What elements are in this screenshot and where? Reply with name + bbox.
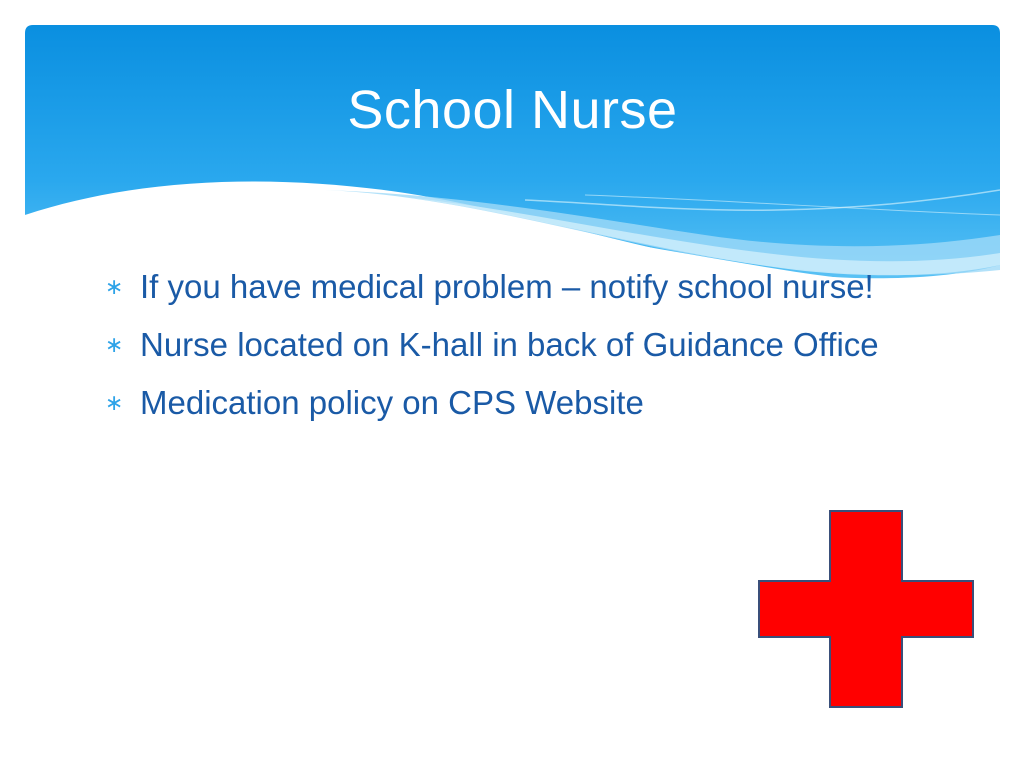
bullet-item (105, 321, 885, 368)
bullet-item (105, 379, 885, 426)
asterisk-bullet-icon: ∗ (105, 274, 124, 299)
asterisk-bullet-icon: ∗ (105, 390, 124, 415)
bullet-item (105, 263, 885, 310)
slide-title: School Nurse (347, 80, 678, 140)
red-cross-icon (758, 510, 974, 708)
bullet-text: Nurse located on K-hall in back of Guidance Office (140, 326, 879, 363)
bullet-list (105, 263, 885, 437)
bullet-text: Medication policy on CPS Website (140, 384, 644, 421)
asterisk-bullet-icon: ∗ (105, 332, 124, 357)
bullet-text: If you have medical problem – notify school nurse! (140, 268, 874, 305)
